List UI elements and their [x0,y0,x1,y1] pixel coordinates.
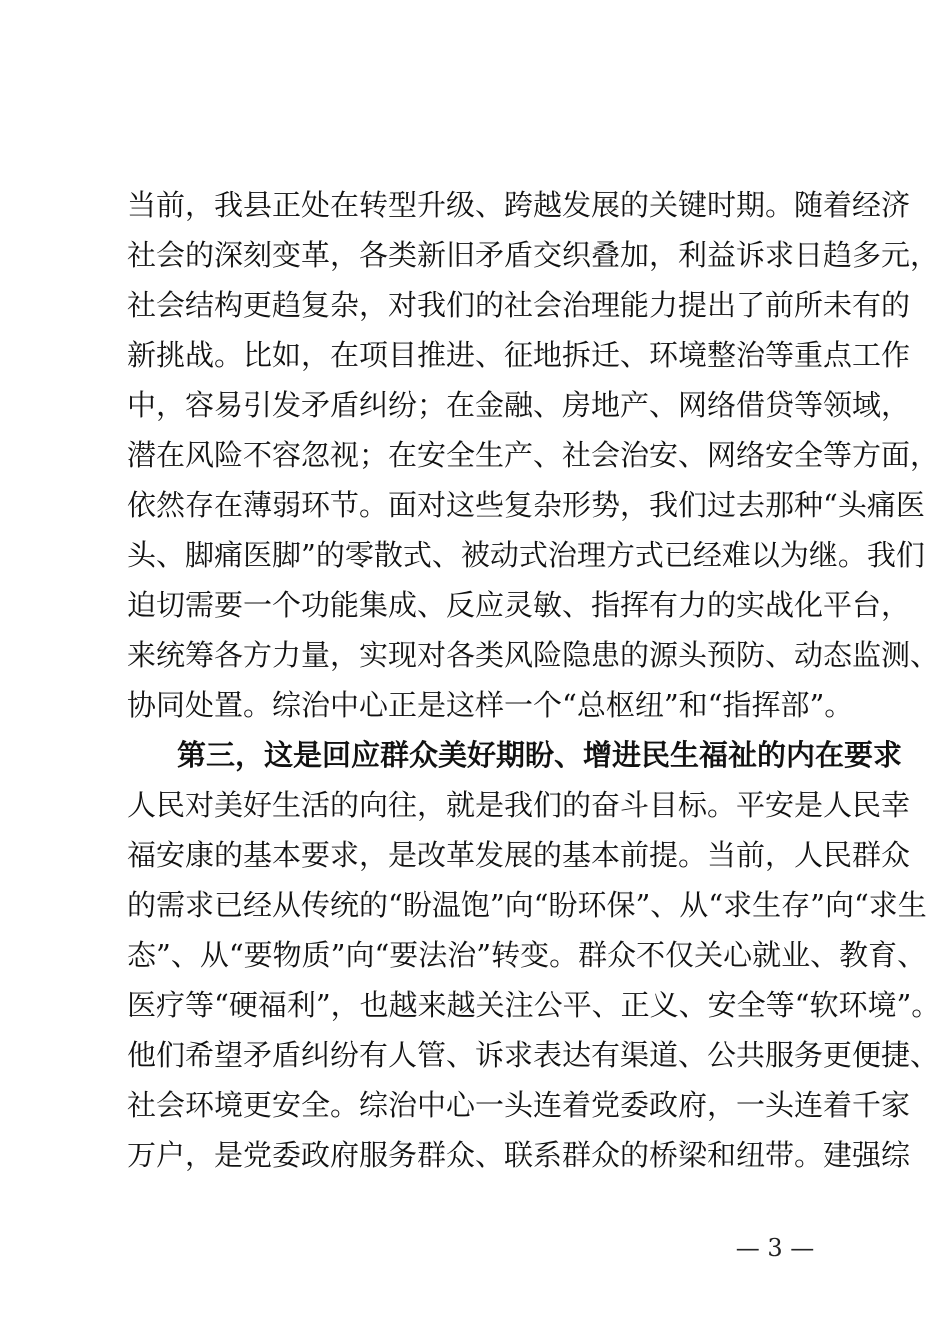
paragraph-line: 新挑战。比如，在项目推进、征地拆迁、环境整治等重点工作 [127,338,911,372]
paragraph-line: 人民对美好生活的向往，就是我们的奋斗目标。平安是人民幸 [127,788,911,822]
paragraph-line: 态”、从“要物质”向“要法治”转变。群众不仅关心就业、教育、 [127,938,927,972]
paragraph-line: 迫切需要一个功能集成、反应灵敏、指挥有力的实战化平台， [127,588,911,622]
page-number: — 3 — [735,1234,815,1262]
paragraph-line: 的需求已经从传统的“盼温饱”向“盼环保”、从“求生存”向“求生 [127,888,927,922]
paragraph-line: 头、脚痛医脚”的零散式、被动式治理方式已经难以为继。我们 [127,538,925,572]
paragraph-line: 他们希望矛盾纠纷有人管、诉求表达有渠道、公共服务更便捷、 [127,1038,940,1072]
paragraph-line: 协同处置。综治中心正是这样一个“总枢纽”和“指挥部”。 [127,688,854,722]
paragraph-line: 福安康的基本要求，是改革发展的基本前提。当前，人民群众 [127,838,911,872]
paragraph-line: 当前，我县正处在转型升级、跨越发展的关键时期。随着经济 [127,188,911,222]
paragraph-line: 社会结构更趋复杂，对我们的社会治理能力提出了前所未有的 [127,288,911,322]
paragraph-line: 依然存在薄弱环节。面对这些复杂形势，我们过去那种“头痛医 [127,488,925,522]
document-body [127,180,941,1180]
paragraph-line: 社会的深刻变革，各类新旧矛盾交织叠加，利益诉求日趋多元， [127,238,940,272]
section-heading: 第三，这是回应群众美好期盼、增进民生福祉的内在要求 [177,738,903,772]
paragraph-line: 社会环境更安全。综治中心一头连着党委政府，一头连着千家 [127,1088,911,1122]
paragraph-line: 万户，是党委政府服务群众、联系群众的桥梁和纽带。建强综 [127,1138,911,1172]
paragraph-line: 潜在风险不容忽视；在安全生产、社会治安、网络安全等方面， [127,438,940,472]
paragraph-line: 中，容易引发矛盾纠纷；在金融、房地产、网络借贷等领域， [127,388,911,422]
paragraph-line: 医疗等“硬福利”，也越来越关注公平、正义、安全等“软环境”。 [127,988,941,1022]
paragraph-line: 来统筹各方力量，实现对各类风险隐患的源头预防、动态监测、 [127,638,940,672]
